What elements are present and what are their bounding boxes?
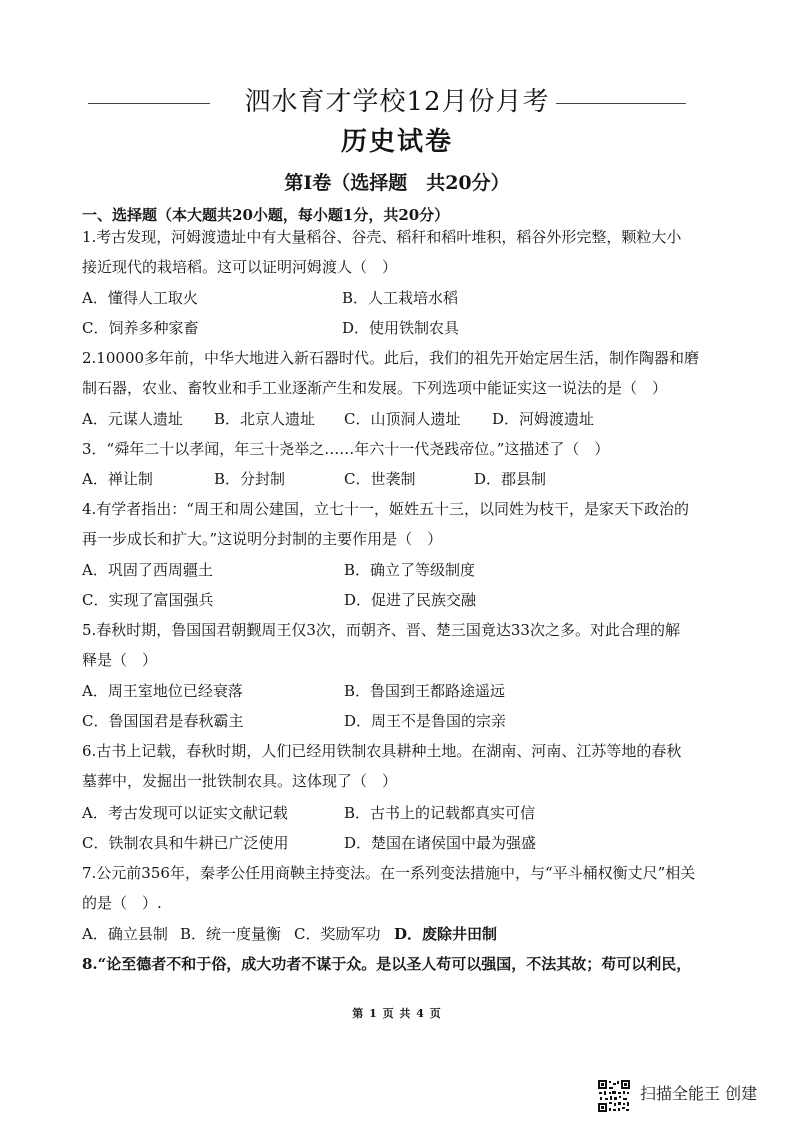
question-4-option-c: C．实现了富国强兵 (82, 591, 214, 609)
question-7-option-b: B．统一度量衡 (180, 925, 282, 943)
section-heading: 一、选择题（本大题共20小题，每小题1分，共20分） (82, 206, 450, 224)
title-rule-right (556, 103, 686, 104)
question-2-option-c: C．山顶洞人遗址 (344, 410, 461, 428)
question-5-option-c: C．鲁国国君是春秋霸主 (82, 712, 244, 730)
question-3-option-c: C．世袭制 (344, 470, 416, 488)
question-4-option-b: B．确立了等级制度 (344, 561, 476, 579)
question-2-option-a: A．元谋人遗址 (82, 410, 183, 428)
question-2-stem-line-1: 2.10000多年前，中华大地进入新石器时代。此后，我们的祖先开始定居生活，制作陶器和磨 (82, 349, 700, 367)
question-4-options-row-2 (82, 589, 712, 611)
question-3-option-b: B．分封制 (214, 470, 286, 488)
question-2-option-b: B．北京人遗址 (214, 410, 316, 428)
question-6-stem-line-2: 墓葬中，发掘出一批铁制农具。这体现了（ ） (82, 772, 398, 790)
question-5-options-row-2 (82, 710, 712, 732)
part-title: 第Ⅰ卷（选择题 共20分） (284, 172, 510, 194)
question-1-option-c: C．饲养多种家畜 (82, 319, 199, 337)
question-8-stem-line-1: 8.“论至德者不和于俗，成大功者不谋于众。是以圣人苟可以强国，不法其故；苟可以利民， (82, 955, 692, 973)
question-1-option-a: A．懂得人工取火 (82, 289, 198, 307)
question-5-stem-line-1: 5.春秋时期，鲁国国君朝觐周王仅3次，而朝齐、晋、楚三国竟达33次之多。对此合理的解 (82, 621, 680, 639)
question-1-option-b: B．人工栽培水稻 (342, 289, 459, 307)
question-5-stem-line-2: 释是（ ） (82, 651, 158, 669)
question-7-options-row (82, 923, 712, 945)
question-7-stem-line-2: 的是（ ）. (82, 894, 162, 912)
question-5-option-d: D．周王不是鲁国的宗亲 (344, 712, 507, 730)
question-1-options-row-2 (82, 317, 712, 339)
question-7-option-a: A．确立县制 (82, 925, 168, 943)
question-2-option-d: D．河姆渡遗址 (492, 410, 595, 428)
question-6-options-row-2 (82, 832, 712, 854)
question-1-option-d: D．使用铁制农具 (342, 319, 460, 337)
question-1-options-row-1 (82, 287, 712, 309)
question-4-options-row-1 (82, 559, 712, 581)
question-3-option-d: D．郡县制 (474, 470, 547, 488)
question-1-stem-line-1: 1.考古发现，河姆渡遗址中有大量稻谷、谷壳、稻秆和稻叶堆积，稻谷外形完整，颗粒大小 (82, 228, 682, 246)
question-6-option-a: A．考古发现可以证实文献记载 (82, 804, 288, 822)
question-7-stem-line-1: 7.公元前356年，秦孝公任用商鞅主持变法。在一系列变法措施中，与“平斗桶权衡丈尺”相关 (82, 864, 696, 882)
question-5-option-a: A．周王室地位已经衰落 (82, 682, 243, 700)
subject-title: 历史试卷 (340, 127, 453, 157)
qr-code-icon (597, 1079, 631, 1113)
question-6-option-b: B．古书上的记载都真实可信 (344, 804, 536, 822)
question-4-stem-line-1: 4.有学者指出：“周王和周公建国，立七十一，姬姓五十三，以同姓为枝干，是家天下政治的 (82, 500, 689, 518)
page-footer: 第 1 页 共 4 页 (352, 1007, 442, 1020)
question-3-option-a: A．禅让制 (82, 470, 153, 488)
question-2-stem-line-2: 制石器，农业、畜牧业和手工业逐渐产生和发展。下列选项中能证实这一说法的是（ ） (82, 379, 668, 397)
school-title: 泗水育才学校12月份月考 (244, 87, 550, 117)
question-6-option-d: D．楚国在诸侯国中最为强盛 (344, 834, 537, 852)
question-5-options-row-1 (82, 680, 712, 702)
question-1-stem-line-2: 接近现代的栽培稻。这可以证明河姆渡人（ ） (82, 258, 398, 276)
question-6-stem-line-1: 6.古书上记载，春秋时期，人们已经用铁制农具耕种土地。在湖南、河南、江苏等地的春秋 (82, 742, 682, 760)
question-7-option-c: C．奖励军功 (294, 925, 381, 943)
question-4-option-a: A．巩固了西周疆土 (82, 561, 213, 579)
scanner-watermark-label: 扫描全能王 创建 (640, 1084, 758, 1103)
question-5-option-b: B．鲁国到王都路途遥远 (344, 682, 506, 700)
question-3-options-row (82, 468, 712, 490)
question-4-option-d: D．促进了民族交融 (344, 591, 477, 609)
question-7-option-d: D．废除井田制 (394, 925, 498, 943)
question-2-options-row (82, 408, 712, 430)
question-6-option-c: C．铁制农具和牛耕已广泛使用 (82, 834, 289, 852)
question-3-stem-line-1: 3．“舜年二十以孝闻，年三十尧举之……年六十一代尧践帝位。”这描述了（ ） (82, 440, 610, 458)
question-6-options-row-1 (82, 802, 712, 824)
question-4-stem-line-2: 再一步成长和扩大。”这说明分封制的主要作用是（ ） (82, 530, 443, 548)
